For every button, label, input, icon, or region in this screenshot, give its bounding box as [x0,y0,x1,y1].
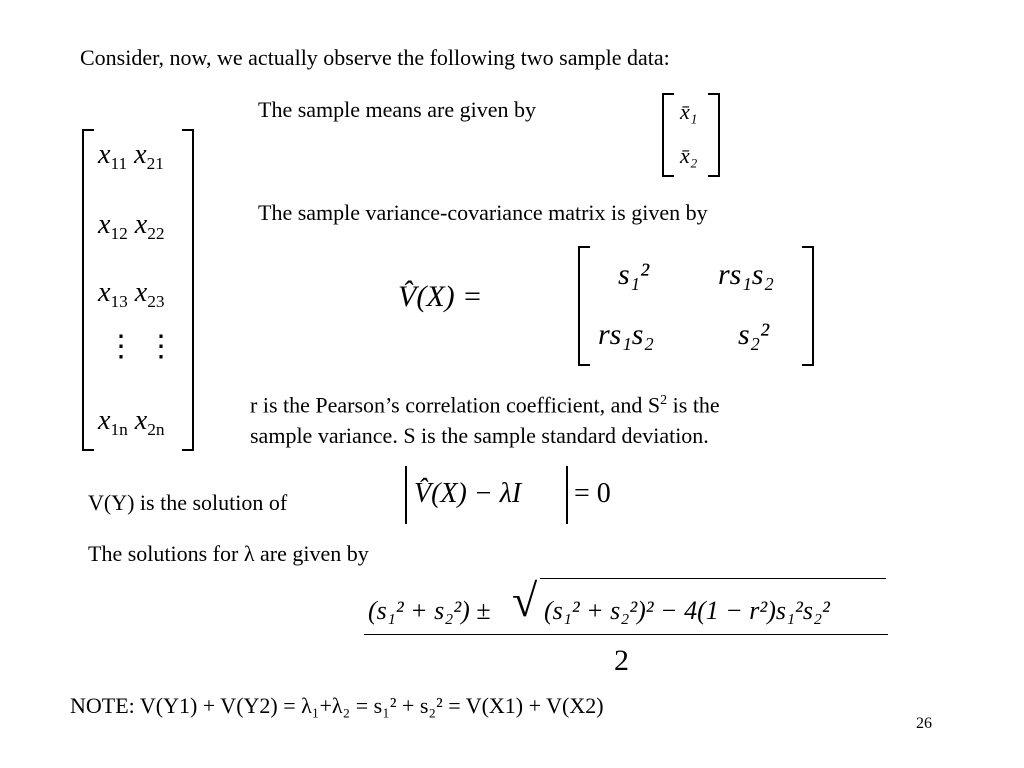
matrix-row: $x_{13}$ $x_{23}$ [98,277,165,312]
sqrt-overline [540,578,886,579]
data-matrix [82,129,194,451]
sqrt-symbol: √ [512,575,538,626]
solutions-label: The solutions for λ are given by [88,541,369,566]
matrix-row: $x_{1n}$ $x_{2n}$ [98,405,165,440]
means-vector [662,93,720,177]
solution-radicand: (s₁² + s₂²)² − 4(1 − r²)s₁²s₂² [544,596,830,625]
mean-x2: x̄₂ [680,143,698,168]
pearson-line-1: r is the Pearson’s correlation coefficient, and $S^2$ is the [250,392,720,418]
cov-cell-12: rs₁s₂ [718,258,774,291]
vertical-dots: ⋮ [146,330,176,363]
covariance-matrix [578,246,814,366]
abs-bar-right [566,466,568,524]
cov-cell-22: s₂² [738,318,770,351]
mean-x1: x̄₁ [680,99,698,124]
solution-denominator: 2 [614,644,629,677]
note-text: NOTE: V(Y1) + V(Y2) = λ₁+λ₂ = s₁² + s₂² = V(X1) + V(X2) [70,693,604,718]
fraction-bar [364,634,888,635]
intro-text: Consider, now, we actually observe the following two sample data: [80,45,670,70]
char-equation-rhs: = 0 [574,478,611,509]
char-equation-lhs: V̂(X) − λI [414,478,522,509]
covariance-label: The sample variance-covariance matrix is given by [258,200,708,225]
solution-numerator-left: (s₁² + s₂²) ± [368,596,491,625]
matrix-row: $x_{11}$ $x_{21}$ [98,139,164,174]
vy-label: V(Y) is the solution of [88,490,288,515]
covariance-lhs: V̂(X) = [398,280,483,313]
vertical-dots: ⋮ [106,330,136,363]
matrix-row: $x_{12}$ $x_{22}$ [98,209,165,244]
abs-bar-left [405,466,407,524]
cov-cell-11: s₁² [618,258,650,291]
cov-cell-21: rs₁s₂ [598,318,654,351]
means-label: The sample means are given by [258,97,536,122]
pearson-line-2: sample variance. S is the sample standard deviation. [250,423,709,448]
page-number: 26 [916,715,932,732]
